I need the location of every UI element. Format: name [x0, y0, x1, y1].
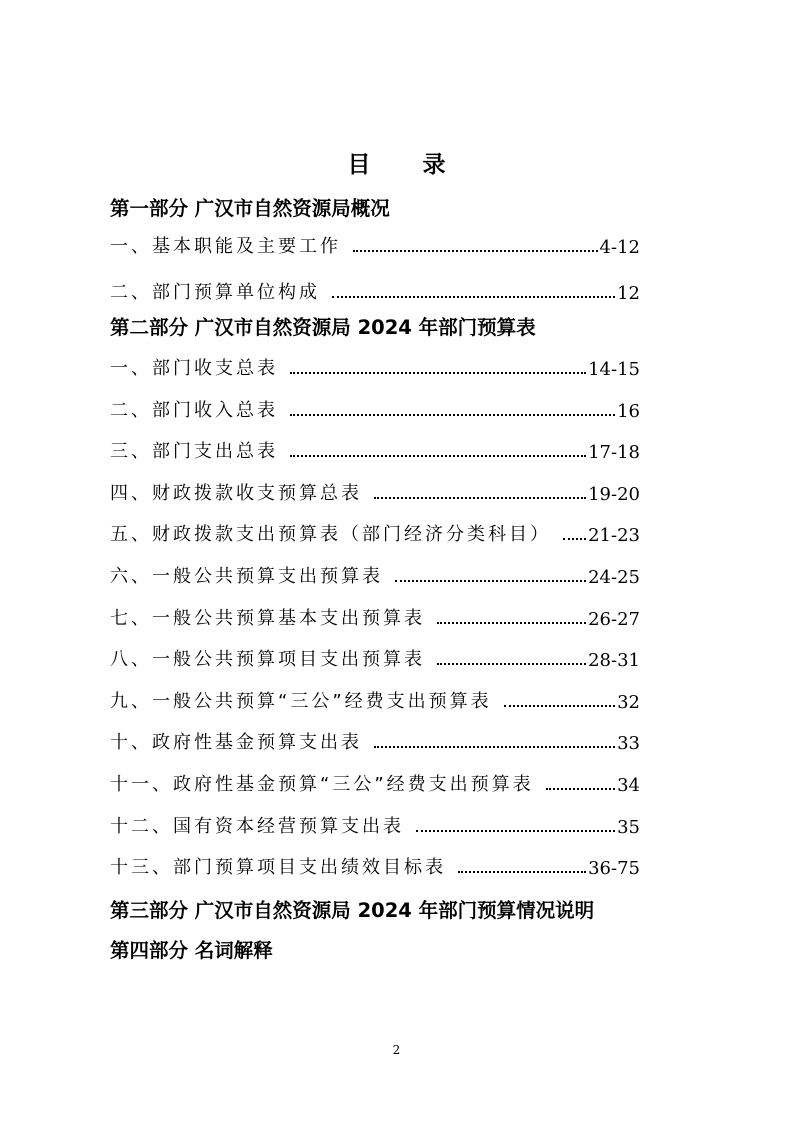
toc-entry[interactable] [110, 276, 640, 304]
dot-leader [437, 622, 586, 624]
toc-entry-label: 一、基本职能及主要工作 [110, 236, 341, 257]
toc-entry-label: 一、部门收支总表 [110, 358, 278, 379]
toc-entry[interactable] [110, 685, 640, 713]
toc-entry-page: 32 [617, 692, 640, 713]
toc-entry-label: 十、政府性基金预算支出表 [110, 732, 362, 753]
page-number: 2 [392, 1043, 401, 1057]
toc-entry-page: 24-25 [588, 567, 640, 588]
dot-leader [458, 871, 586, 873]
dot-leader [290, 414, 615, 416]
toc-entry-label: 九、一般公共预算“三公”经费支出预算表 [110, 691, 492, 712]
toc-entry-page: 17-18 [588, 442, 640, 463]
toc-entry[interactable] [110, 851, 640, 879]
toc-entry-page: 28-31 [588, 650, 640, 671]
toc-entry-page: 4-12 [599, 237, 640, 258]
toc-entry[interactable] [110, 477, 640, 505]
toc-entry[interactable] [110, 435, 640, 463]
page-title: 目 录 [347, 152, 468, 178]
toc-entry-label: 五、财政拨款支出预算表（部门经济分类科目） [110, 524, 551, 545]
toc-entry[interactable] [110, 643, 640, 671]
dot-leader [374, 746, 615, 748]
toc-entry-page: 34 [617, 775, 640, 796]
toc-entry-label: 八、一般公共预算项目支出预算表 [110, 649, 425, 670]
toc-entry-label: 七、一般公共预算基本支出预算表 [110, 608, 425, 629]
toc-entry-label: 四、财政拨款收支预算总表 [110, 483, 362, 504]
dot-leader [563, 538, 586, 540]
part-heading-4: 第四部分 名词解释 [110, 939, 273, 962]
dot-leader [290, 372, 586, 374]
toc-entry-page: 35 [617, 817, 640, 838]
part-heading-1: 第一部分 广汉市自然资源局概况 [110, 197, 390, 220]
dot-leader [332, 296, 615, 298]
toc-entry-page: 14-15 [588, 359, 640, 380]
toc-entry-page: 21-23 [588, 525, 640, 546]
part-heading-2: 第二部分 广汉市自然资源局 2024 年部门预算表 [110, 316, 536, 339]
toc-entry[interactable] [110, 810, 640, 838]
toc-entry-page: 16 [617, 401, 640, 422]
dot-leader [416, 830, 615, 832]
toc-entry-page: 36-75 [588, 858, 640, 879]
toc-entry-label: 十三、部门预算项目支出绩效目标表 [110, 857, 446, 878]
toc-entry[interactable] [110, 768, 640, 796]
dot-leader [546, 788, 615, 790]
dot-leader [504, 705, 615, 707]
dot-leader [395, 580, 586, 582]
toc-entry-page: 12 [617, 283, 640, 304]
toc-entry-page: 33 [617, 733, 640, 754]
toc-entry[interactable] [110, 602, 640, 630]
dot-leader [353, 250, 598, 252]
toc-entry[interactable] [110, 352, 640, 380]
toc-entry[interactable] [110, 394, 640, 422]
toc-entry-label: 二、部门收入总表 [110, 400, 278, 421]
toc-entry-label: 二、部门预算单位构成 [110, 282, 320, 303]
toc-entry-label: 六、一般公共预算支出预算表 [110, 566, 383, 587]
toc-entry[interactable] [110, 560, 640, 588]
toc-entry[interactable] [110, 230, 640, 258]
toc-entry[interactable] [110, 518, 640, 546]
toc-entry-label: 十二、国有资本经营预算支出表 [110, 816, 404, 837]
toc-entry[interactable] [110, 726, 640, 754]
dot-leader [374, 497, 586, 499]
toc-entry-label: 三、部门支出总表 [110, 441, 278, 462]
toc-entry-label: 十一、政府性基金预算“三公”经费支出预算表 [110, 774, 534, 795]
toc-entry-page: 26-27 [588, 609, 640, 630]
toc-entry-page: 19-20 [588, 484, 640, 505]
dot-leader [290, 455, 586, 457]
dot-leader [437, 663, 586, 665]
part-heading-3: 第三部分 广汉市自然资源局 2024 年部门预算情况说明 [110, 899, 595, 922]
